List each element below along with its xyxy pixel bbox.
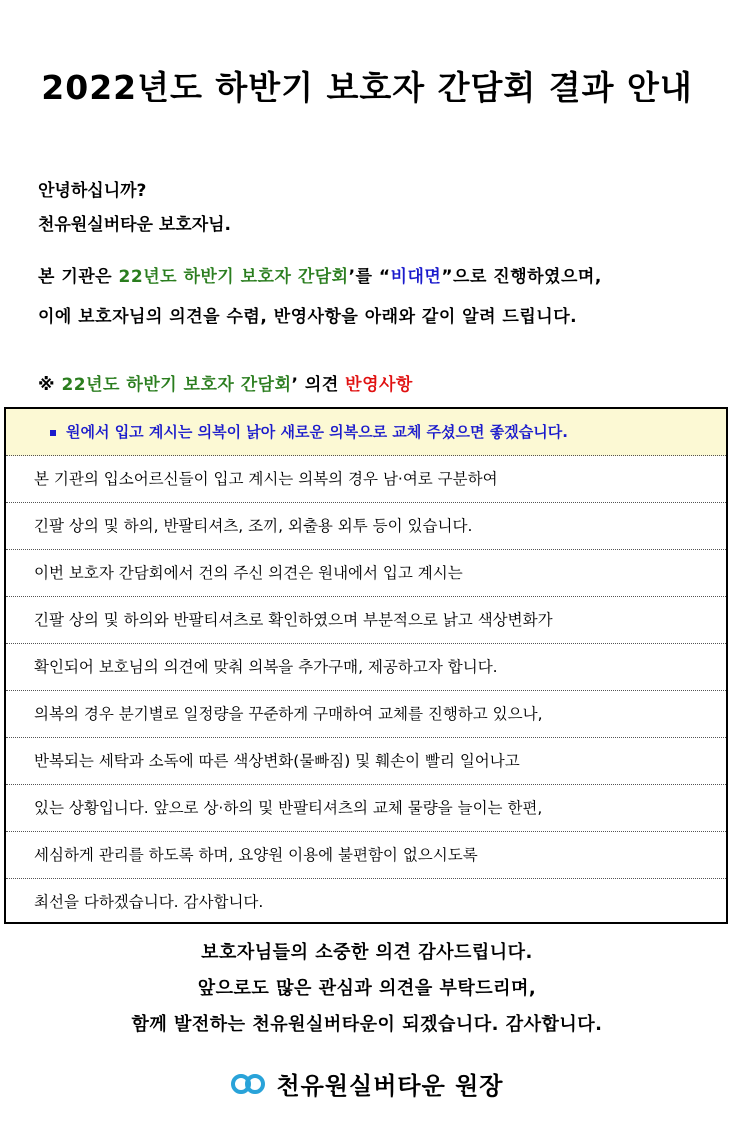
response-line: 세심하게 관리를 하도록 하며, 요양원 이용에 불편함이 없으시도록 — [6, 832, 726, 879]
intro-suffix: ”으로 진행하였으며, — [441, 267, 602, 287]
response-line: 반복되는 세탁과 소독에 따른 색상변화(물빠짐) 및 훼손이 빨리 일어나고 — [6, 738, 726, 785]
intro-prefix: 본 기관은 — [38, 267, 119, 287]
closing-line-2: 앞으로도 많은 관심과 의견을 부탁드리며, — [197, 978, 537, 999]
greeting-line-2: 천유원실버타운 보호자님. — [38, 215, 232, 235]
intro-mid: ’를 “ — [348, 267, 391, 287]
section-emphasis: 반영사항 — [345, 375, 413, 395]
intro-method: 비대면 — [390, 267, 442, 287]
response-line: 긴팔 상의 및 하의, 반팔티셔츠, 조끼, 외출용 외투 등이 있습니다. — [6, 503, 726, 550]
chunyuwon-logo-icon — [230, 1070, 266, 1098]
intro-paragraph-2: 이에 보호자님의 의견을 수렴, 반영사항을 아래와 같이 알려 드립니다. — [38, 307, 578, 327]
intro-paragraph-1 — [38, 262, 602, 287]
closing-line-1: 보호자님들의 소중한 의견 감사드립니다. — [201, 942, 533, 963]
closing-line-3: 함께 발전하는 천유원실버타운이 되겠습니다. 감사합니다. — [131, 1014, 603, 1035]
feedback-header-text: 원에서 입고 계시는 의복이 낡아 새로운 의복으로 교체 주셨으면 좋겠습니다. — [66, 423, 568, 441]
response-line: 최선을 다하겠습니다. 감사합니다. — [34, 893, 264, 911]
section-heading — [38, 370, 413, 395]
signature-block — [0, 1066, 734, 1101]
feedback-header — [6, 409, 726, 456]
reference-mark: ※ — [38, 375, 62, 395]
response-line: 확인되어 보호님의 의견에 맞춰 의복을 추가구매, 제공하고자 합니다. — [6, 644, 726, 691]
intro-event-name: 22년도 하반기 보호자 간담회 — [118, 267, 349, 287]
document-title: 2022년도 하반기 보호자 간담회 결과 안내 — [41, 68, 693, 107]
greeting-line-1: 안녕하십니까? — [38, 181, 147, 201]
response-line: 의복의 경우 분기별로 일정량을 꾸준하게 구매하여 교체를 진행하고 있으나, — [6, 691, 726, 738]
response-line: 본 기관의 입소어르신들이 입고 계시는 의복의 경우 남·여로 구분하여 — [6, 456, 726, 503]
response-line: 있는 상황입니다. 앞으로 상·하의 및 반팔티셔츠의 교체 물량을 늘이는 한편, — [6, 785, 726, 832]
section-event-name: 22년도 하반기 보호자 간담회 — [61, 375, 292, 395]
response-line: 이번 보호자 간담회에서 건의 주신 의견은 원내에서 입고 계시는 — [6, 550, 726, 597]
section-mid: ’ 의견 — [291, 375, 346, 395]
feedback-box — [4, 407, 728, 924]
square-bullet-icon — [50, 430, 56, 436]
response-line: 긴팔 상의 및 하의와 반팔티셔츠로 확인하였으며 부분적으로 낡고 색상변화가 — [6, 597, 726, 644]
signature-text: 천유원실버타운 원장 — [276, 1072, 504, 1100]
